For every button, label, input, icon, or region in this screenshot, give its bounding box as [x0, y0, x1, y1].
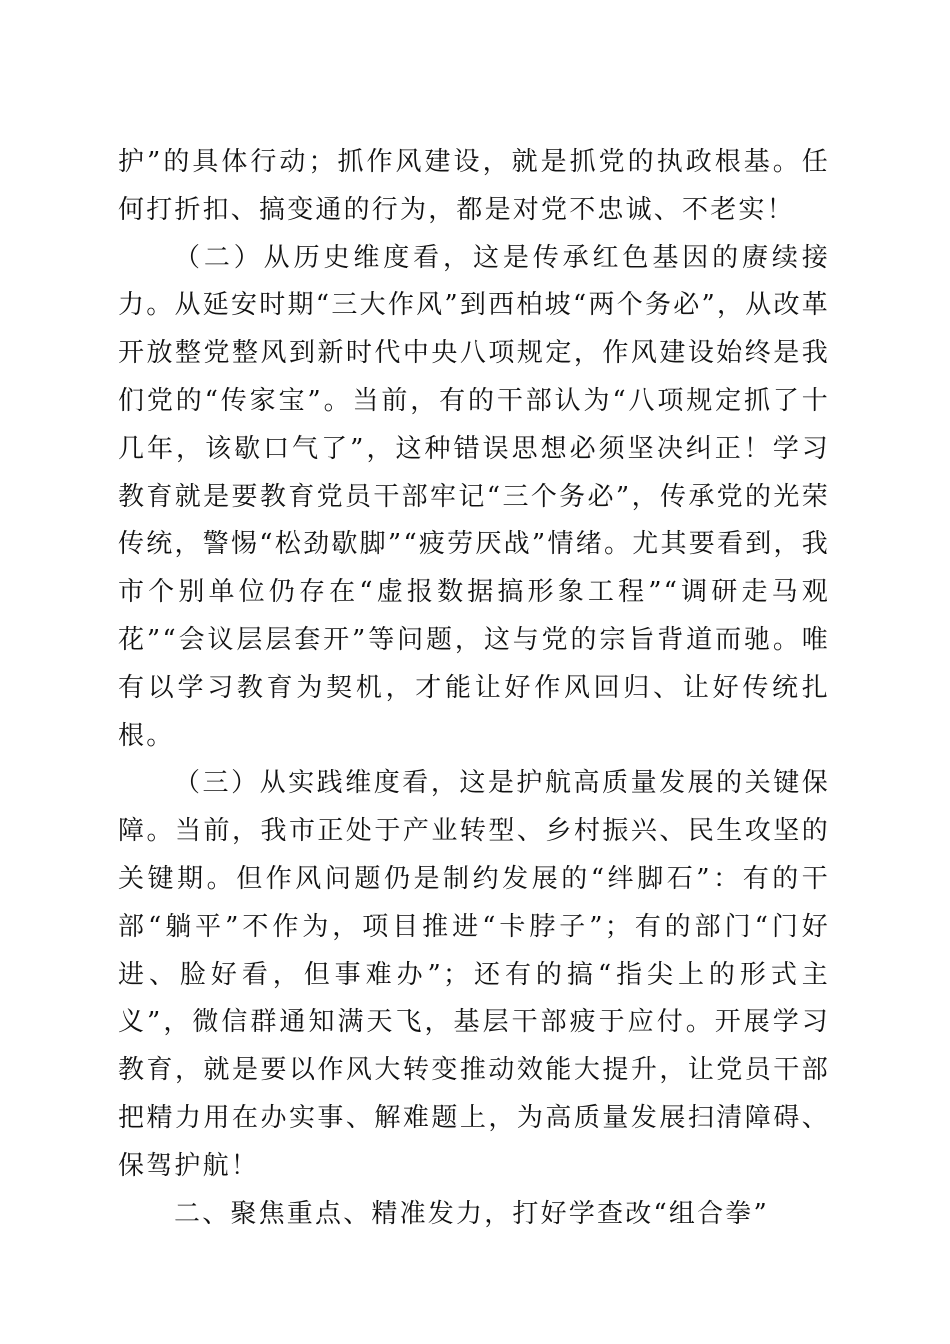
section-heading-two: 二、聚焦重点、精准发力，打好学查改“组合拳” — [174, 1198, 769, 1229]
paragraph-practical-dimension: （三）从实践维度看，这是护航高质量发展的关键保障。当前，我市正处于产业转型、乡村振兴、民生攻坚的关键期。但作风问题仍是制约发展的“绊脚石”：有的干部“躺平”不作为，项目推进“卡脖子”；有的部门“门好进、脸好看，但事难办”；还有的搞“指尖上的形式主义”，微信群通知满天飞，基层干部疲于应付。开展学习教育，就是要以作风大转变推动效能大提升，让党员干部把精力用在办实事、解难题上，为高质量发展扫清障碍、保驾护航！ — [118, 768, 830, 1181]
paragraph-continuation: 护”的具体行动；抓作风建设，就是抓党的执政根基。任何打折扣、搞变通的行为，都是对党不忠诚、不老实！ — [118, 147, 830, 225]
paragraph-historical-dimension: （二）从历史维度看，这是传承红色基因的赓续接力。从延安时期“三大作风”到西柏坡“两个务必”，从改革开放整党整风到新时代中央八项规定，作风建设始终是我们党的“传家宝”。当前，有的干部认为“八项规定抓了十几年，该歇口气了”，这种错误思想必须坚决纠正！学习教育就是要教育党员干部牢记“三个务必”，传承党的光荣传统，警惕“松劲歇脚”“疲劳厌战”情绪。尤其要看到，我市个别单位仍存在“虚报数据搞形象工程”“调研走马观花”“会议层层套开”等问题，这与党的宗旨背道而驰。唯有以学习教育为契机，才能让好作风回归、让好传统扎根。 — [118, 242, 830, 751]
document-body — [118, 139, 830, 1238]
